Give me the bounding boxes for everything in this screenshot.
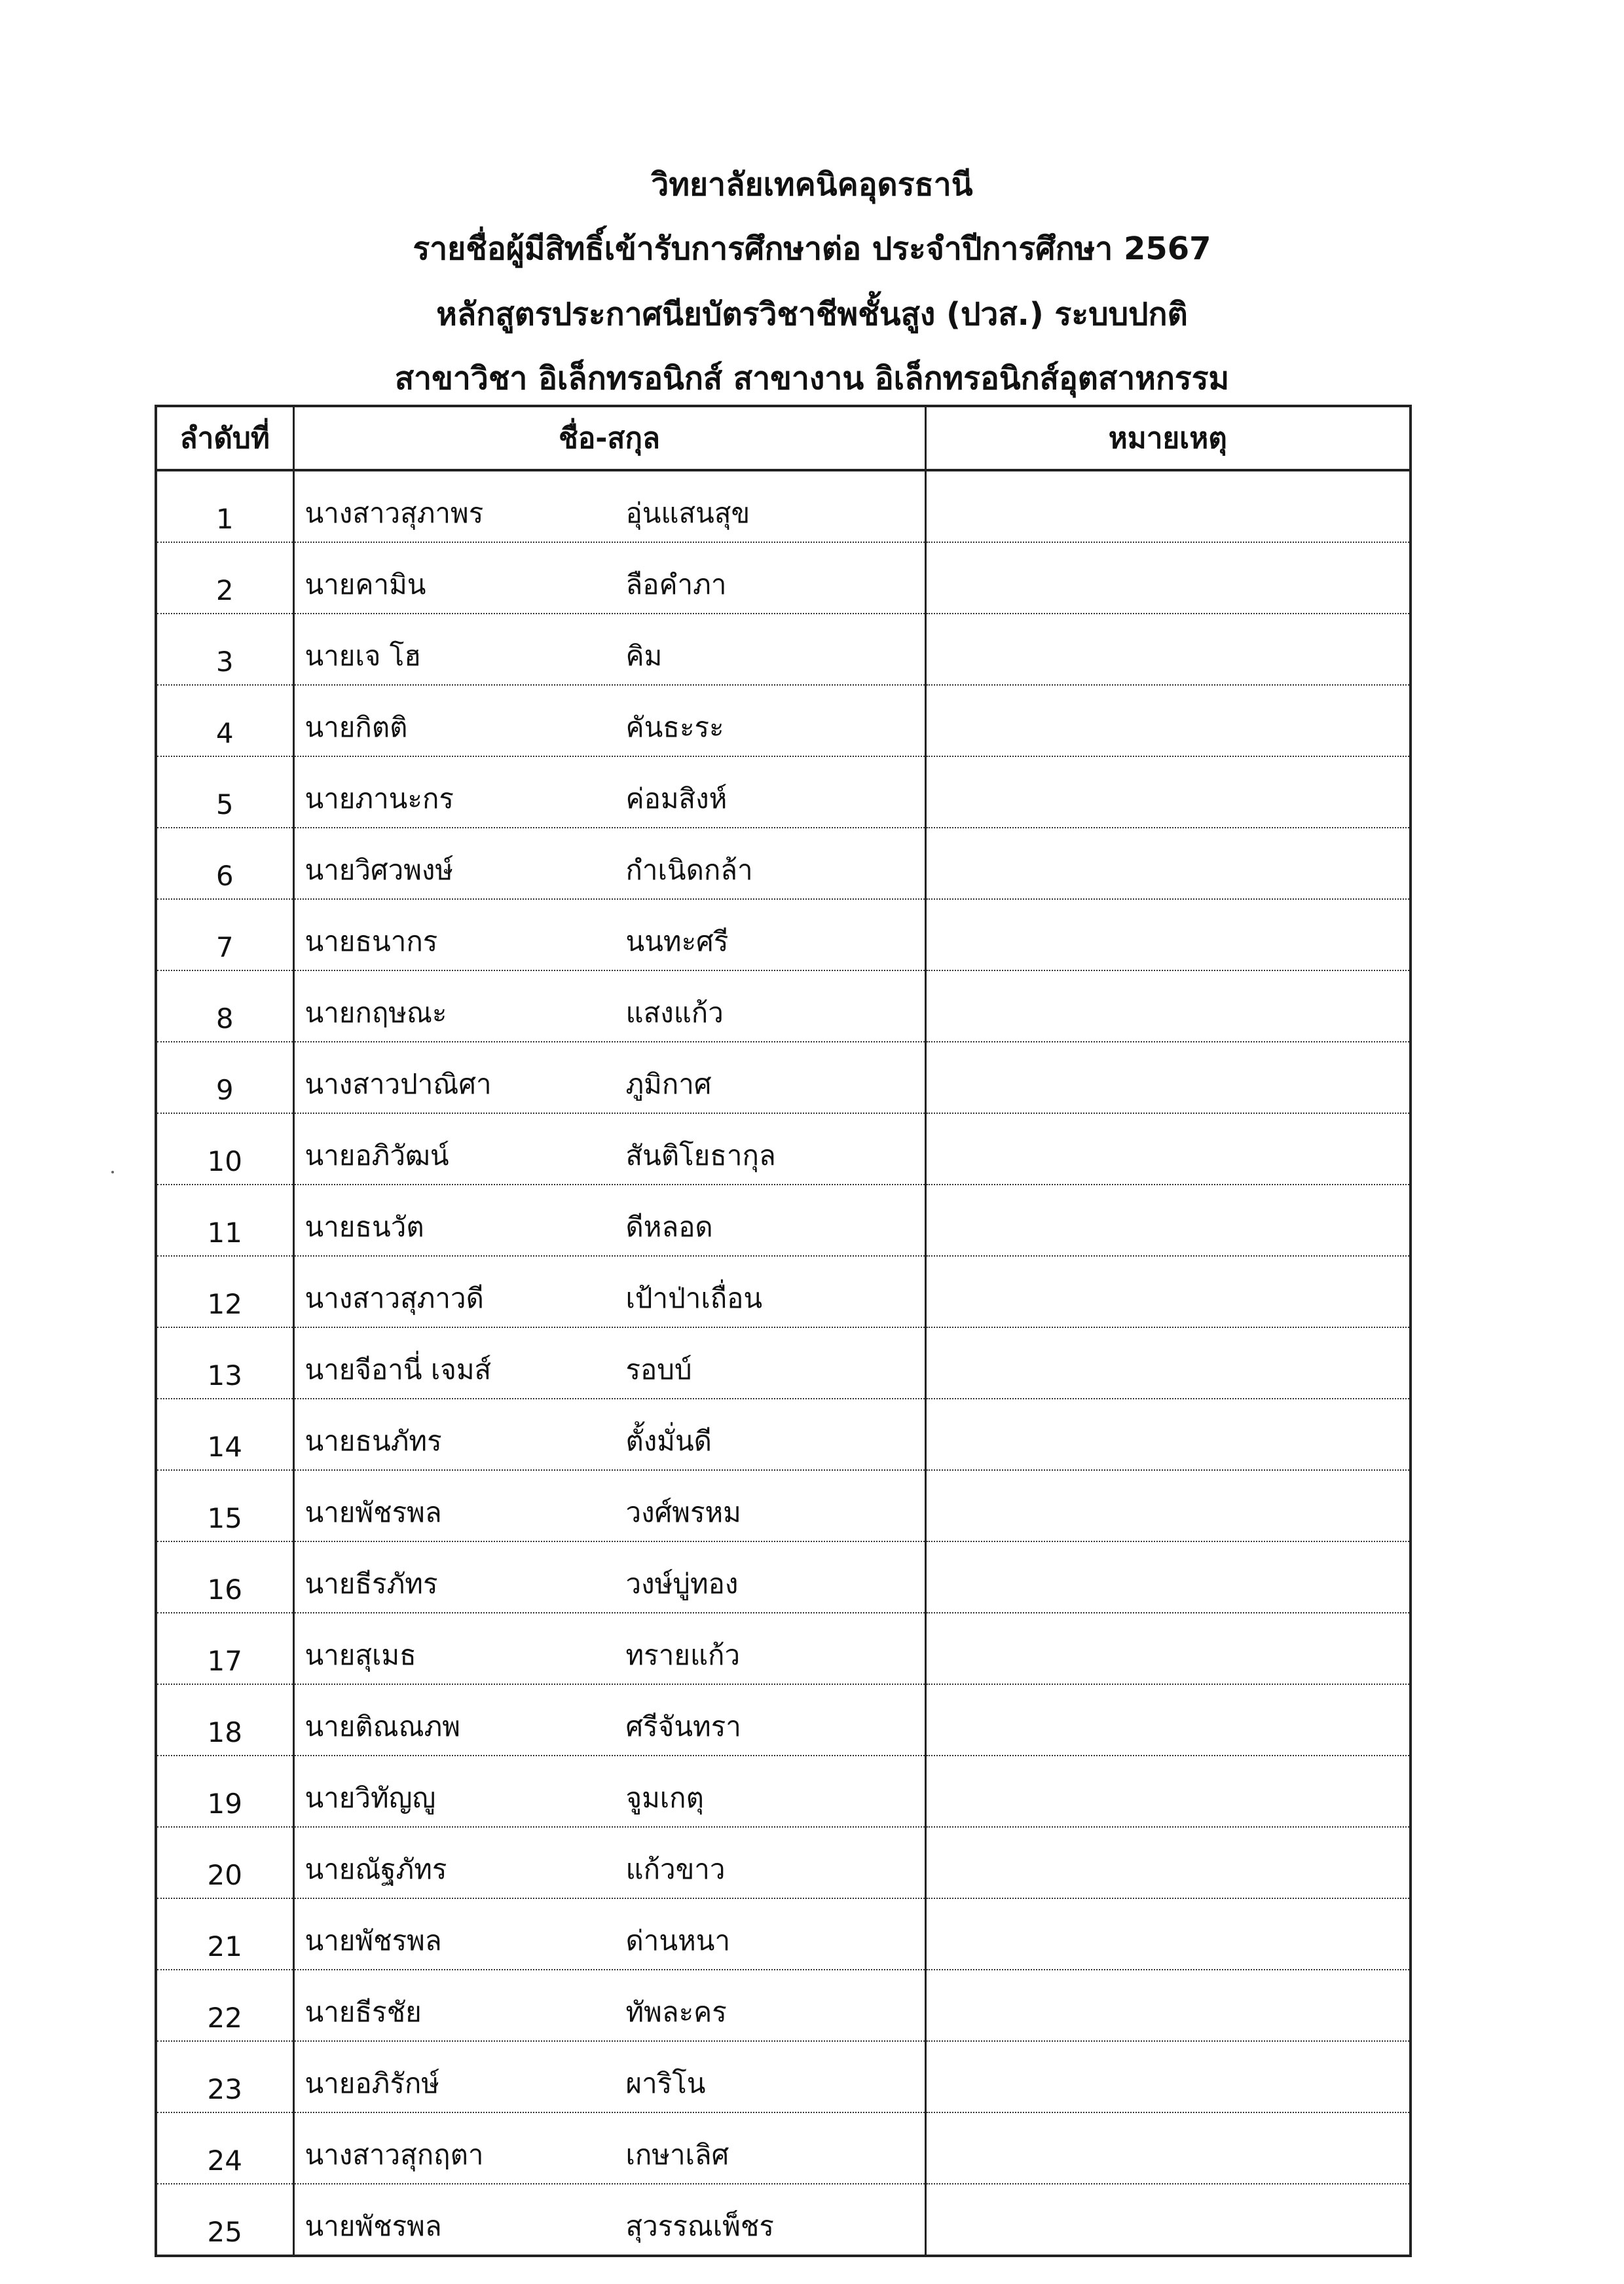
name-cell xyxy=(293,899,925,970)
last-name: วงษ์บู่ทอง xyxy=(625,1568,739,1600)
last-name: คิม xyxy=(625,640,663,672)
last-name: จูมเกตุ xyxy=(625,1782,704,1814)
margin-speck xyxy=(111,1171,114,1173)
row-number: 18 xyxy=(156,1684,293,1756)
row-number: 25 xyxy=(207,2216,242,2248)
remark-cell xyxy=(925,470,1411,542)
table-row xyxy=(156,828,1411,899)
remark-cell xyxy=(925,1756,1411,1827)
last-name: ค่อมสิงห์ xyxy=(625,783,728,815)
last-name: ศรีจันทรา xyxy=(625,1710,741,1742)
table-row xyxy=(156,1113,1411,1185)
first-name: นายอภิวัฒน์ xyxy=(304,1139,449,1171)
remark-cell xyxy=(925,1827,1411,1898)
name-cell xyxy=(293,470,925,542)
row-number: 16 xyxy=(156,1541,293,1613)
remark-cell xyxy=(925,1113,1411,1185)
first-name: นายวิทัญญู xyxy=(304,1782,436,1814)
name-cell xyxy=(293,1684,925,1756)
table-row xyxy=(156,1756,1411,1827)
table-row xyxy=(156,470,1411,542)
table-row xyxy=(156,685,1411,756)
remark-cell xyxy=(925,1613,1411,1684)
list-title: รายชื่อผู้มีสิทธิ์เข้ารับการศึกษาต่อ ประจำปีการศึกษา 2567 xyxy=(413,230,1211,267)
last-name: ทัพละคร xyxy=(625,1996,727,2028)
row-number: 19 xyxy=(156,1756,293,1827)
first-name: นางสาวสุกฤตา xyxy=(304,2139,484,2171)
row-number: 13 xyxy=(156,1327,293,1399)
last-name: อุ่นแสนสุข xyxy=(625,497,750,529)
first-name: นายพัชรพล xyxy=(304,2210,442,2242)
last-name: ภูมิกาศ xyxy=(625,1068,712,1100)
last-name: สันติโยธากุล xyxy=(625,1139,776,1171)
name-cell xyxy=(293,1541,925,1613)
first-name: นายณัฐภัทร xyxy=(304,1853,447,1885)
name-cell xyxy=(293,1042,925,1113)
row-number: 14 xyxy=(156,1399,293,1470)
first-name: นายเจ โฮ xyxy=(304,640,421,672)
header-row xyxy=(156,406,1411,470)
row-number: 4 xyxy=(156,685,293,756)
department-title: สาขาวิชา อิเล็กทรอนิกส์ สาขางาน อิเล็กทรอนิกส์อุตสาหกรรม xyxy=(394,360,1230,397)
remark-cell xyxy=(925,899,1411,970)
column-header-name: ชื่อ-สกุล xyxy=(293,406,925,470)
remark-cell xyxy=(925,2041,1411,2112)
table-row xyxy=(156,1327,1411,1399)
table-row xyxy=(156,970,1411,1042)
row-number: 11 xyxy=(156,1185,293,1256)
last-name: แสงแก้ว xyxy=(625,997,724,1029)
name-cell xyxy=(293,1756,925,1827)
last-name: กำเนิดกล้า xyxy=(625,854,753,886)
first-name: นายกฤษณะ xyxy=(304,997,447,1029)
last-name: เกษาเลิศ xyxy=(625,2139,729,2171)
remark-cell xyxy=(925,614,1411,685)
name-cell xyxy=(293,970,925,1042)
last-name: ผาริโน xyxy=(625,2067,706,2099)
name-cell xyxy=(293,1113,925,1185)
row-number: 2 xyxy=(156,542,293,614)
first-name: นายคามิน xyxy=(304,568,426,600)
last-name: เป้าป่าเถื่อน xyxy=(625,1282,763,1314)
table-row xyxy=(156,1541,1411,1613)
name-cell xyxy=(293,614,925,685)
remark-cell xyxy=(925,542,1411,614)
table-row xyxy=(156,614,1411,685)
table-row xyxy=(156,2112,1411,2184)
last-name: ทรายแก้ว xyxy=(625,1639,741,1671)
row-number: 7 xyxy=(156,899,293,970)
first-name: นายพัชรพล xyxy=(304,1496,442,1528)
table-row xyxy=(156,899,1411,970)
last-name: ลือคำภา xyxy=(625,568,727,600)
table-row xyxy=(156,1256,1411,1327)
name-cell xyxy=(293,1399,925,1470)
row-number: 6 xyxy=(156,828,293,899)
name-cell xyxy=(293,2184,925,2256)
first-name: นายกิตติ xyxy=(304,711,408,743)
first-name: นายสุเมธ xyxy=(304,1639,416,1671)
remark-cell xyxy=(925,1399,1411,1470)
table-row xyxy=(156,1827,1411,1898)
remark-cell xyxy=(925,1327,1411,1399)
first-name: นายธีรภัทร xyxy=(304,1568,438,1600)
remark-cell xyxy=(925,828,1411,899)
row-number: 23 xyxy=(156,2041,293,2112)
name-cell xyxy=(293,1827,925,1898)
table-row xyxy=(156,1684,1411,1756)
last-name: สุวรรณเพ็ชร xyxy=(625,2210,774,2242)
row-number: 3 xyxy=(156,614,293,685)
remark-cell xyxy=(925,1256,1411,1327)
row-number: 12 xyxy=(156,1256,293,1327)
remark-cell xyxy=(925,1185,1411,1256)
remark-cell xyxy=(925,2112,1411,2184)
first-name: นายภานะกร xyxy=(304,783,454,815)
first-name: นางสาวสุภาพร xyxy=(304,497,484,529)
last-name: ด่านหนา xyxy=(625,1925,731,1957)
row-number: 9 xyxy=(156,1042,293,1113)
first-name: นายอภิรักษ์ xyxy=(304,2067,439,2099)
remark-cell xyxy=(925,970,1411,1042)
row-number: 5 xyxy=(156,756,293,828)
first-name: นายธนภัทร xyxy=(304,1425,442,1457)
table-row xyxy=(156,1470,1411,1541)
name-cell xyxy=(293,2041,925,2112)
name-cell xyxy=(293,1185,925,1256)
last-name: ดีหลอด xyxy=(625,1211,713,1243)
first-name: นายธีรชัย xyxy=(304,1996,422,2028)
roster-table xyxy=(155,405,1412,2257)
table-row xyxy=(156,1613,1411,1684)
column-header-number: ลำดับที่ xyxy=(156,406,293,470)
table-row xyxy=(156,1042,1411,1113)
name-cell xyxy=(293,1970,925,2041)
last-name: นนทะศรี xyxy=(625,925,729,957)
name-cell xyxy=(293,685,925,756)
name-cell xyxy=(293,542,925,614)
row-number: 1 xyxy=(156,470,293,542)
last-name: ตั้งมั่นดี xyxy=(625,1425,712,1457)
name-cell xyxy=(293,1470,925,1541)
remark-cell xyxy=(925,1042,1411,1113)
name-cell xyxy=(293,2112,925,2184)
row-number: 22 xyxy=(156,1970,293,2041)
name-cell xyxy=(293,756,925,828)
table-row xyxy=(156,2184,1411,2256)
first-name: นายติณณภพ xyxy=(304,1710,460,1742)
table-row xyxy=(156,1970,1411,2041)
remark-cell xyxy=(925,685,1411,756)
last-name: แก้วขาว xyxy=(625,1853,726,1885)
row-number: 10 xyxy=(156,1113,293,1185)
first-name: นางสาวปาณิศา xyxy=(304,1068,492,1100)
row-number: 24 xyxy=(156,2112,293,2184)
program-title: หลักสูตรประกาศนียบัตรวิชาชีพชั้นสูง (ปวส.) ระบบปกติ xyxy=(436,296,1188,333)
row-number: 15 xyxy=(156,1470,293,1541)
row-number: 20 xyxy=(156,1827,293,1898)
name-cell xyxy=(293,1613,925,1684)
table-row xyxy=(156,542,1411,614)
name-cell xyxy=(293,1898,925,1970)
row-number: 17 xyxy=(156,1613,293,1684)
first-name: นายธนวัต xyxy=(304,1211,424,1243)
table-row xyxy=(156,1185,1411,1256)
first-name: นางสาวสุภาวดี xyxy=(304,1282,484,1314)
remark-cell xyxy=(925,1898,1411,1970)
row-number: 8 xyxy=(156,970,293,1042)
remark-cell xyxy=(925,1541,1411,1613)
first-name: นายจีอานี่ เจมส์ xyxy=(304,1354,492,1386)
row-number: 21 xyxy=(156,1898,293,1970)
name-cell xyxy=(293,1256,925,1327)
first-name: นายพัชรพล xyxy=(304,1925,442,1957)
name-cell xyxy=(293,1327,925,1399)
remark-cell xyxy=(925,2184,1411,2256)
first-name: นายวิศวพงษ์ xyxy=(304,854,454,886)
column-header-remark: หมายเหตุ xyxy=(925,406,1411,470)
last-name: วงศ์พรหม xyxy=(625,1496,741,1528)
name-cell xyxy=(293,828,925,899)
institution-title: วิทยาลัยเทคนิคอุดรธานี xyxy=(651,166,973,203)
table-row xyxy=(156,1898,1411,1970)
table-row xyxy=(156,2041,1411,2112)
roster-body xyxy=(156,470,1411,2256)
last-name: คันธะระ xyxy=(625,711,724,743)
remark-cell xyxy=(925,1470,1411,1541)
table-row xyxy=(156,756,1411,828)
last-name: รอบบ์ xyxy=(625,1354,692,1386)
remark-cell xyxy=(925,1684,1411,1756)
remark-cell xyxy=(925,756,1411,828)
remark-cell xyxy=(925,1970,1411,2041)
first-name: นายธนากร xyxy=(304,925,438,957)
table-row xyxy=(156,1399,1411,1470)
